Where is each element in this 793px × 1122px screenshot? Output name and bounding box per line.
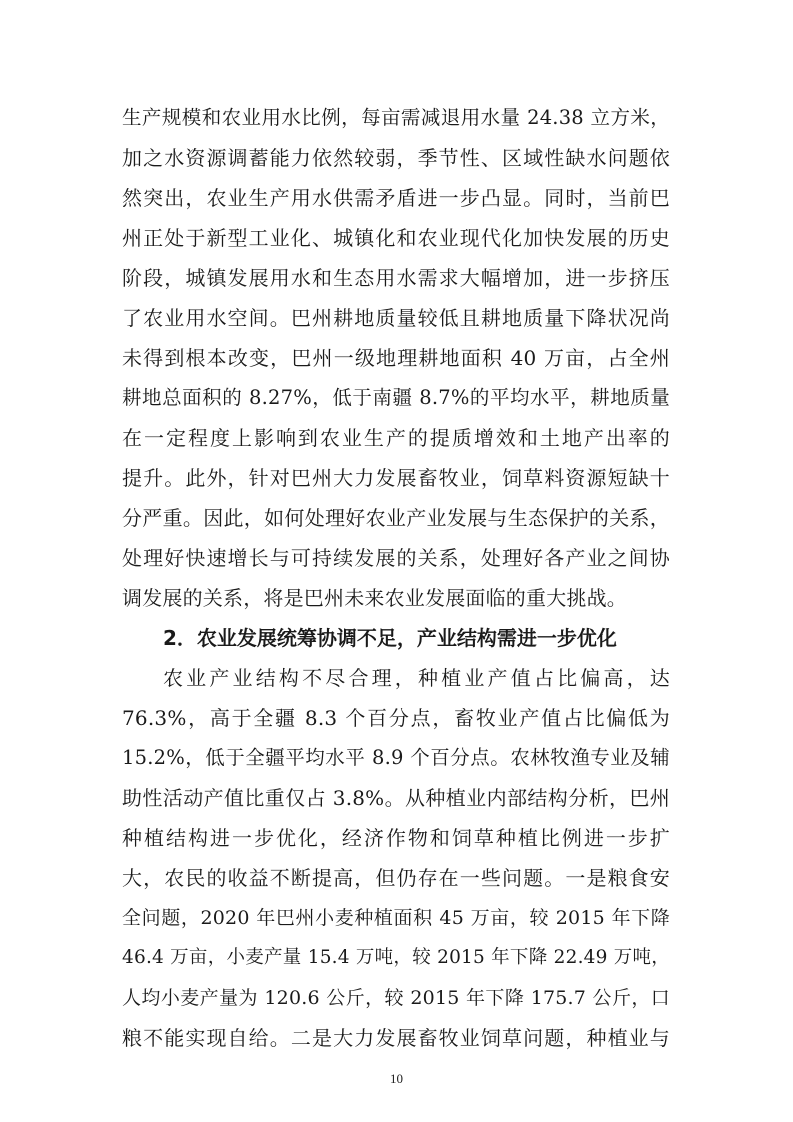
text-line: 农业产业结构不尽合理，种植业产值占比偏高，达 [163, 666, 670, 690]
text-line: 15.2%，低于全疆平均水平 8.9 个百分点。农林牧渔专业及辅 [122, 746, 670, 769]
text-line: 提升。此外，针对巴州大力发展畜牧业，饲草料资源短缺十 [122, 466, 670, 490]
text-line: 粮不能实现自给。二是大力发展畜牧业饲草问题，种植业与 [122, 1026, 670, 1050]
section-heading: 2．农业发展统筹协调不足，产业结构需进一步优化 [163, 626, 617, 650]
text-line: 阶段，城镇发展用水和生态用水需求大幅增加，进一步挤压 [122, 266, 670, 290]
text-line: 生产规模和农业用水比例，每亩需减退用水量 24.38 立方米， [122, 106, 670, 129]
text-line: 州正处于新型工业化、城镇化和农业现代化加快发展的历史 [122, 226, 670, 250]
text-line: 了农业用水空间。巴州耕地质量较低且耕地质量下降状况尚 [122, 306, 670, 330]
text-line: 76.3%，高于全疆 8.3 个百分点，畜牧业产值占比偏低为 [122, 706, 670, 730]
page-number: 10 [390, 1071, 403, 1086]
text-line: 耕地总面积的 8.27%，低于南疆 8.7%的平均水平，耕地质量 [122, 386, 670, 409]
text-line: 助性活动产值比重仅占 3.8%。从种植业内部结构分析，巴州 [122, 786, 670, 810]
text-line: 处理好快速增长与可持续发展的关系，处理好各产业之间协 [122, 546, 670, 570]
text-line: 分严重。因此，如何处理好农业产业发展与生态保护的关系， [122, 506, 670, 530]
text-line: 种植结构进一步优化，经济作物和饲草种植比例进一步扩 [122, 826, 670, 850]
text-line: 未得到根本改变，巴州一级地理耕地面积 40 万亩，占全州 [122, 346, 670, 370]
text-line: 全问题，2020 年巴州小麦种植面积 45 万亩，较 2015 年下降 [122, 907, 670, 929]
text-line: 人均小麦产量为 120.6 公斤，较 2015 年下降 175.7 公斤，口 [122, 987, 670, 1009]
text-line: 加之水资源调蓄能力依然较弱，季节性、区域性缺水问题依 [122, 146, 670, 170]
text-line: 大，农民的收益不断提高，但仍存在一些问题。一是粮食安 [122, 866, 670, 890]
text-line: 在一定程度上影响到农业生产的提质增效和土地产出率的 [122, 426, 670, 450]
text-line: 调发展的关系，将是巴州未来农业发展面临的重大挑战。 [122, 586, 627, 610]
text-line: 46.4 万亩，小麦产量 15.4 万吨，较 2015 年下降 22.49 万吨， [122, 947, 670, 968]
text-line: 然突出，农业生产用水供需矛盾进一步凸显。同时，当前巴 [122, 186, 670, 210]
